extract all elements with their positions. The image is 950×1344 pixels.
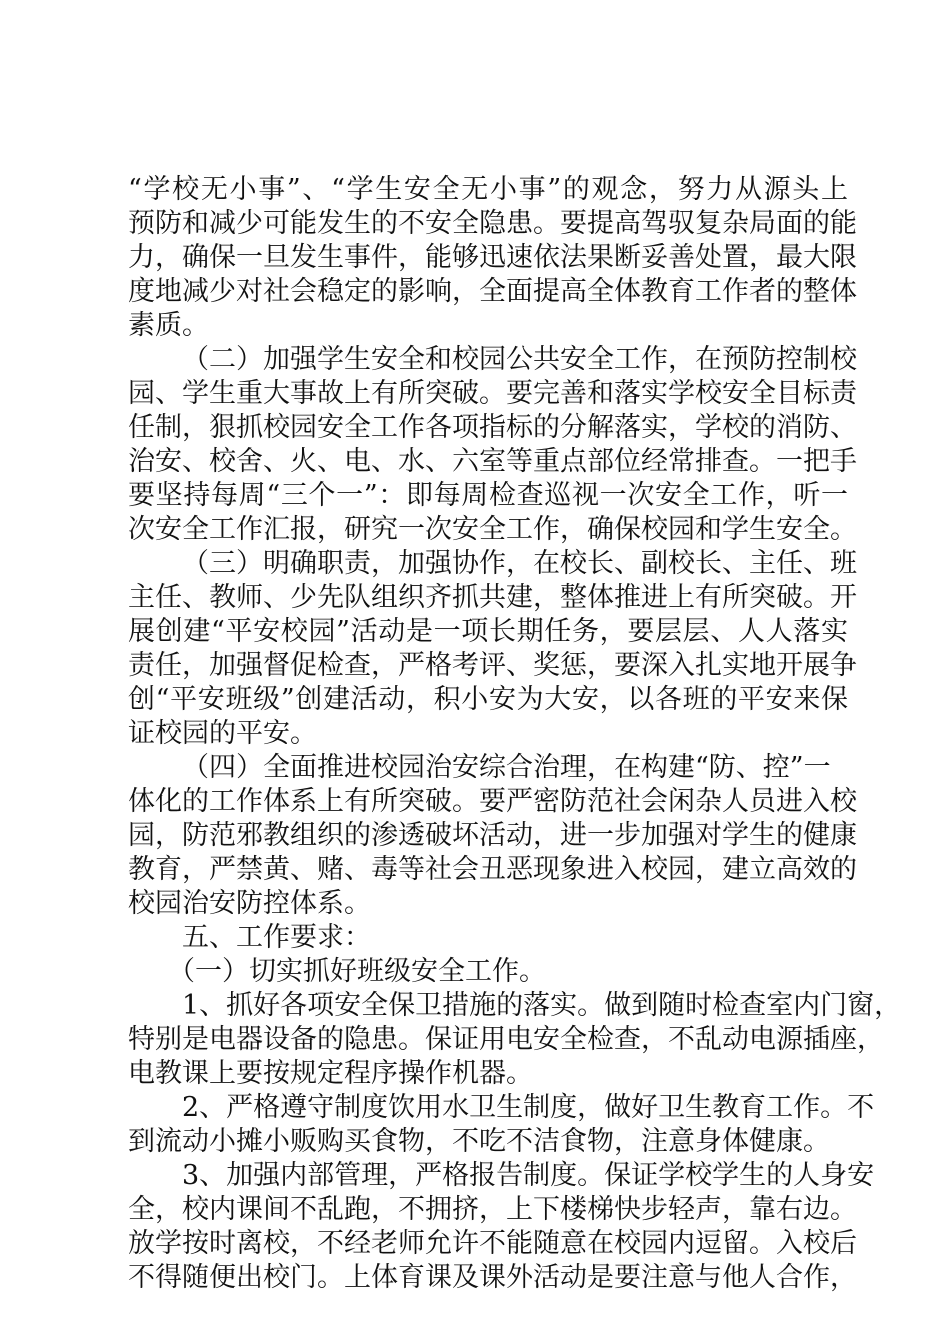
text-line: “学校无小事”、“学生安全无小事”的观念，努力从源头上 bbox=[128, 174, 848, 205]
text-line: 创“平安班级”创建活动，积小安为大安，以各班的平安来保 bbox=[128, 684, 848, 715]
text-line: 次安全工作汇报，研究一次安全工作，确保校园和学生安全。 bbox=[128, 514, 857, 545]
paragraph-heading-3: （三）明确职责，加强协作，在校长、副校长、主任、班 bbox=[182, 548, 857, 579]
text-line: 体化的工作体系上有所突破。要严密防范社会闲杂人员进入校 bbox=[128, 786, 857, 817]
text-line: 证校园的平安。 bbox=[128, 718, 317, 749]
text-line: 特别是电器设备的隐患。保证用电安全检查，不乱动电源插座， bbox=[128, 1024, 884, 1055]
text-line: 度地减少对社会稳定的影响，全面提高全体教育工作者的整体 bbox=[128, 276, 857, 307]
text-line: 治安、校舍、火、电、水、六室等重点部位经常排查。一把手 bbox=[128, 446, 857, 477]
text-line: 力，确保一旦发生事件，能够迅速依法果断妥善处置，最大限 bbox=[128, 242, 857, 273]
section-heading-5: 五、工作要求： bbox=[182, 922, 371, 953]
subsection-heading-1: （一）切实抓好班级安全工作。 bbox=[168, 956, 546, 987]
text-line: 责任，加强督促检查，严格考评、奖惩，要深入扎实地开展争 bbox=[128, 650, 857, 681]
text-line: 园，防范邪教组织的渗透破坏活动，进一步加强对学生的健康 bbox=[128, 820, 857, 851]
text-line: 电教课上要按规定程序操作机器。 bbox=[128, 1058, 533, 1089]
text-line: 主任、教师、少先队组织齐抓共建，整体推进上有所突破。开 bbox=[128, 582, 857, 613]
text-line: 教育，严禁黄、赌、毒等社会丑恶现象进入校园，建立高效的 bbox=[128, 854, 857, 885]
list-item-2: 2、严格遵守制度饮用水卫生制度，做好卫生教育工作。不 bbox=[182, 1092, 875, 1123]
text-line: 全，校内课间不乱跑，不拥挤，上下楼梯快步轻声，靠右边。 bbox=[128, 1194, 857, 1225]
text-line: 不得随便出校门。上体育课及课外活动是要注意与他人合作， bbox=[128, 1262, 857, 1293]
text-line: 预防和减少可能发生的不安全隐患。要提高驾驭复杂局面的能 bbox=[128, 208, 857, 239]
text-line: 素质。 bbox=[128, 310, 209, 341]
text-line: 要坚持每周“三个一”：即每周检查巡视一次安全工作，听一 bbox=[128, 480, 848, 511]
paragraph-heading-2: （二）加强学生安全和校园公共安全工作，在预防控制校 bbox=[182, 344, 857, 375]
text-line: 到流动小摊小贩购买食物，不吃不洁食物，注意身体健康。 bbox=[128, 1126, 830, 1157]
text-line: 放学按时离校，不经老师允许不能随意在校园内逗留。入校后 bbox=[128, 1228, 857, 1259]
list-item-1: 1、抓好各项安全保卫措施的落实。做到随时检查室内门窗， bbox=[182, 990, 902, 1021]
paragraph-heading-4: （四）全面推进校园治安综合治理，在构建“防、控”一 bbox=[182, 752, 831, 783]
text-line: 任制，狠抓校园安全工作各项指标的分解落实，学校的消防、 bbox=[128, 412, 857, 443]
text-line: 校园治安防控体系。 bbox=[128, 888, 371, 919]
text-line: 园、学生重大事故上有所突破。要完善和落实学校安全目标责 bbox=[128, 378, 857, 409]
list-item-3: 3、加强内部管理，严格报告制度。保证学校学生的人身安 bbox=[182, 1160, 875, 1191]
text-line: 展创建“平安校园”活动是一项长期任务，要层层、人人落实 bbox=[128, 616, 848, 647]
